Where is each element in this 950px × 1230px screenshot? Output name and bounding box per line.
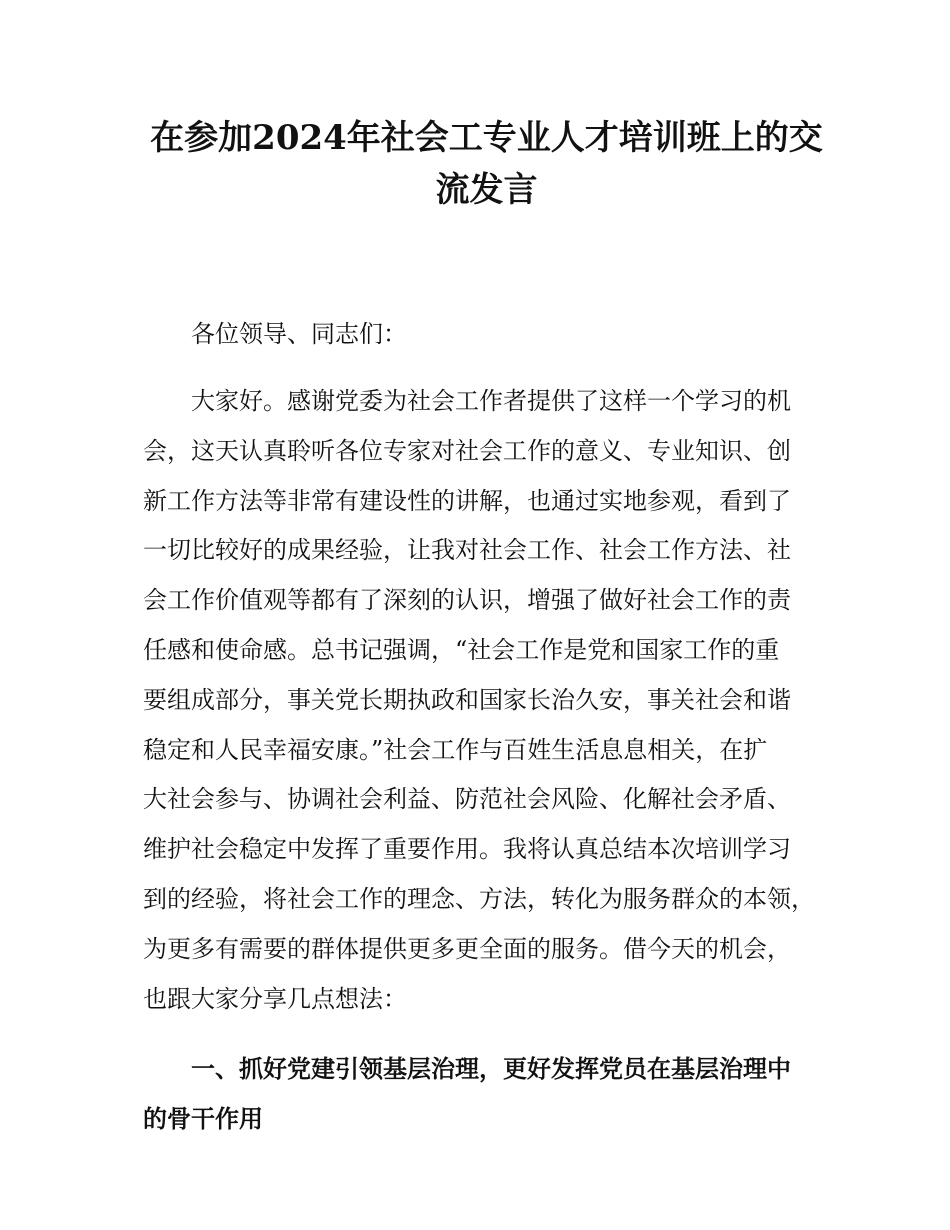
section-heading-1	[143, 1044, 830, 1144]
intro-line-8: 稳定和人民幸福安康。”社会工作与百姓生活息息相关，在扩	[143, 735, 768, 764]
intro-line-9: 大社会参与、协调社会利益、防范社会风险、化解社会矛盾、	[143, 785, 791, 814]
salutation: 各位领导、同志们：	[191, 320, 407, 348]
title-line-1: 在参加2024年社会工专业人才培训班上的交	[150, 118, 823, 158]
intro-line-4: 一切比较好的成果经验，让我对社会工作、社会工作方法、社	[143, 536, 791, 565]
intro-line-11: 到的经验，将社会工作的理念、方法，转化为服务群众的本领，	[143, 884, 815, 913]
intro-line-1: 大家好。感谢党委为社会工作者提供了这样一个学习的机	[191, 387, 791, 415]
intro-line-7: 要组成部分，事关党长期执政和国家长治久安，事关社会和谐	[143, 685, 791, 714]
intro-line-5: 会工作价值观等都有了深刻的认识，增强了做好社会工作的责	[143, 586, 791, 615]
intro-line-2: 会，这天认真聆听各位专家对社会工作的意义、专业知识、创	[143, 436, 791, 465]
intro-paragraph	[143, 377, 830, 1024]
heading-line-1: 一、抓好党建引领基层治理，更好发挥党员在基层治理中	[191, 1055, 791, 1084]
intro-line-10: 维护社会稳定中发挥了重要作用。我将认真总结本次培训学习	[143, 835, 791, 864]
title-line-2: 流发言	[435, 170, 538, 210]
document-title	[143, 112, 830, 216]
intro-line-12: 为更多有需要的群体提供更多更全面的服务。借今天的机会，	[143, 934, 791, 963]
intro-line-3: 新工作方法等非常有建设性的讲解，也通过实地参观，看到了	[143, 486, 791, 515]
intro-line-13: 也跟大家分享几点想法：	[143, 984, 407, 1013]
heading-line-2: 的骨干作用	[143, 1105, 263, 1134]
intro-line-6: 任感和使命感。总书记强调，“社会工作是党和国家工作的重	[143, 635, 780, 664]
